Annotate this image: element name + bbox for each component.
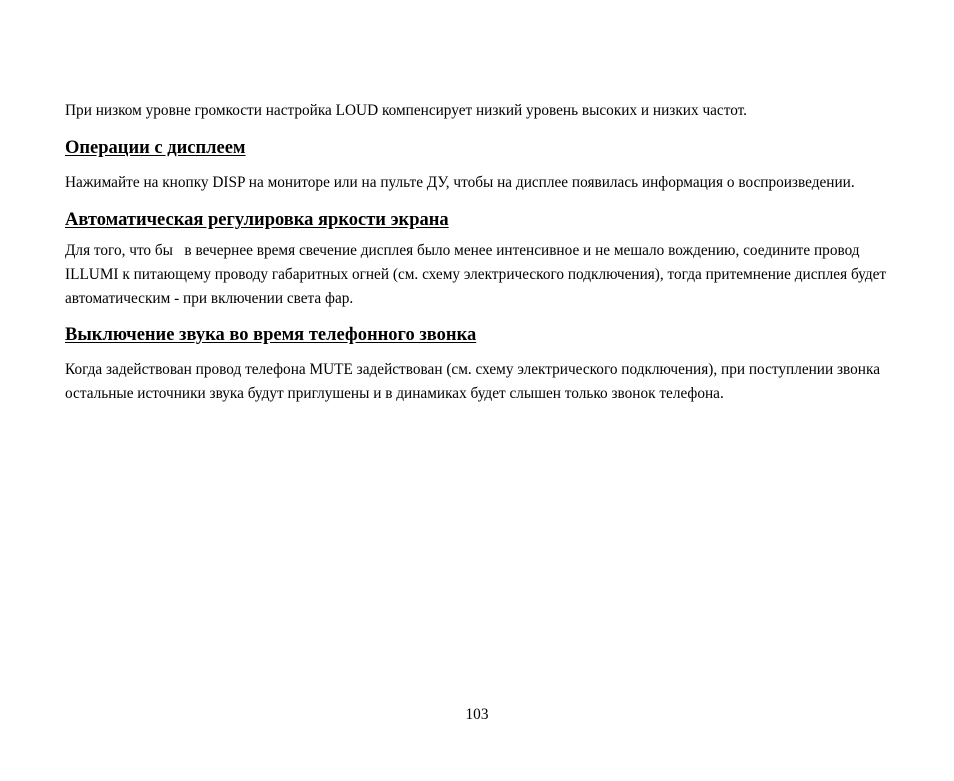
section-text-auto-brightness: Для того, что бы в вечернее время свечение дисплея было менее интенсивное и не мешало вождению, соедините провод ILLUMI к питающему проводу габаритных огней (см. схему электрического подключения), тогда притемнение дисплея будет автоматическим - при включении света фар. — [65, 242, 890, 307]
page-content — [65, 99, 889, 406]
section-text-display-operations: Нажимайте на кнопку DISP на мониторе или на пульте ДУ, чтобы на дисплее появилась информация о воспроизведении. — [65, 174, 855, 191]
page-number: 103 — [465, 706, 489, 723]
section-heading-auto-brightness: Автоматическая регулировка яркости экрана — [65, 210, 449, 230]
section-heading-display-operations: Операции с дисплеем — [65, 138, 246, 158]
section-heading-phone-mute: Выключение звука во время телефонного звонка — [65, 325, 477, 345]
intro-paragraph: При низком уровне громкости настройка LOUD компенсирует низкий уровень высоких и низких частот. — [65, 102, 748, 119]
section-text-phone-mute: Когда задействован провод телефона MUTE задействован (см. схему электрического подключения), при поступлении звонка остальные источники звука будут приглушены и в динамиках будет слышен только звонок телефона. — [65, 361, 880, 402]
